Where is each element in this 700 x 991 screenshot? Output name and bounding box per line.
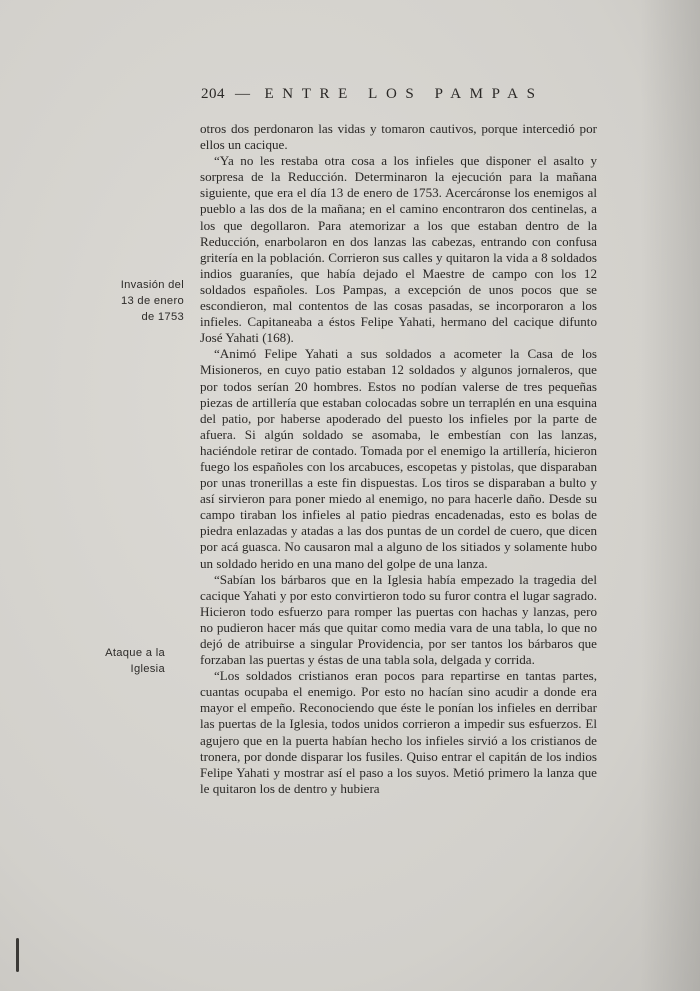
margin-note-line: de 1753 (141, 311, 184, 323)
paragraph: “Animó Felipe Yahati a sus soldados a acometer la Casa de los Misioneros, en cuyo patio estaban 12 soldados y algunos jornaleros, que por todos serían 20 hombres. Estos no podían valerse de tres pequeñas piezas de artillería que estaban colocadas sobre un terraplén en una esquina del patio, por haberse apoderado del puesto los infieles por la parte de afuera. Si algún soldado se asomaba, le embestían con las lanzas, haciéndole retirar de contado. Tomada por el enemigo la artillería, hicieron fuego los españoles con los arcabuces, escopetas y pistolas, que disparaban por unas tronerillas a este fin dispuestas. Los tiros se disparaban a bulto y así sirvieron para poner miedo al enemigo, no para hacerle daño. Desde su campo tiraban los infieles al patio piedras encadenadas, esto es bolas de piedra enlazadas y atadas a las dos puntas de un cordel de cuero, que dicen por acá guasca. No causaron mal a alguno de los sitiados y solamente hubo un soldado herido en una mano del golpe de una lanza. (200, 346, 597, 571)
running-title: ENTRE LOS PAMPAS (264, 86, 544, 102)
paragraph: “Ya no les restaba otra cosa a los infieles que disponer el asalto y sorpresa de la Reducción. Determinaron la ejecución para la mañana siguiente, que era el día 13 de enero de 1753. Acercáronse los enemigos al pueblo a las dos de la mañana; en el camino encontraron dos centinelas, a los que degollaron. Para atemorizar a los que estaban dentro de la Reducción, enarbolaron en dos lanzas las cabezas, entrando con confusa gritería en la población. Corrieron sus calles y quitaron la vida a 8 soldados indios guaraníes, que había dejado el Maestre de campo con los 12 soldados españoles. Los Pampas, a excepción de unos pocos que se escondieron, mal contentos de las cosas pasadas, se incorporaron a los infieles. Capitaneaba a éstos Felipe Yahati, hermano del cacique difunto José Yahati (168). (200, 153, 597, 346)
page-number: 204 (201, 86, 225, 102)
margin-note-church-attack (83, 645, 165, 677)
paragraph: “Sabían los bárbaros que en la Iglesia había empezado la tragedia del cacique Yahati y por esto convirtieron todo su furor contra el lugar sagrado. Hicieron todo esfuerzo para romper las puertas con hachas y lanzas, pero no pudieron hacer más que quitar como media vara de una tabla, lo que no dejó de atribuirse a singular Providencia, por ser tantos los bárbaros que forzaban las puertas y éstas de una tabla sola, delgada y corrida. (200, 571, 597, 668)
paragraph: otros dos perdonaron las vidas y tomaron cautivos, porque intercedió por ellos un cacique. (200, 121, 597, 153)
margin-note-line: Iglesia (130, 663, 165, 675)
paragraph: “Los soldados cristianos eran pocos para repartirse en tantas partes, cuantas ocupaba el enemigo. Por esto no hacían sino acudir a donde era mayor el empeño. Reconociendo que éste le ponían los infieles en derribar las puertas de la Iglesia, todos unidos corrieron a impedir sus esfuerzos. El agujero que en la puerta habían hecho los infieles sirvió a los cristianos de tronera, por donde disparar los fusiles. Quiso entrar el capitán de los indios Felipe Yahati y mostrar así el paso a los suyos. Metió primero la lanza que le quitaron los de dentro y hubiera (200, 668, 597, 796)
margin-note-line: Invasión del (120, 279, 184, 291)
margin-note-invasion (102, 277, 184, 325)
binding-mark (16, 938, 19, 972)
header-dash: — (235, 86, 251, 102)
body-text (200, 121, 597, 797)
page-edge-shadow (640, 0, 700, 991)
running-header (201, 86, 601, 103)
margin-note-line: 13 de enero (120, 295, 184, 307)
margin-note-line: Ataque a la (105, 647, 165, 659)
